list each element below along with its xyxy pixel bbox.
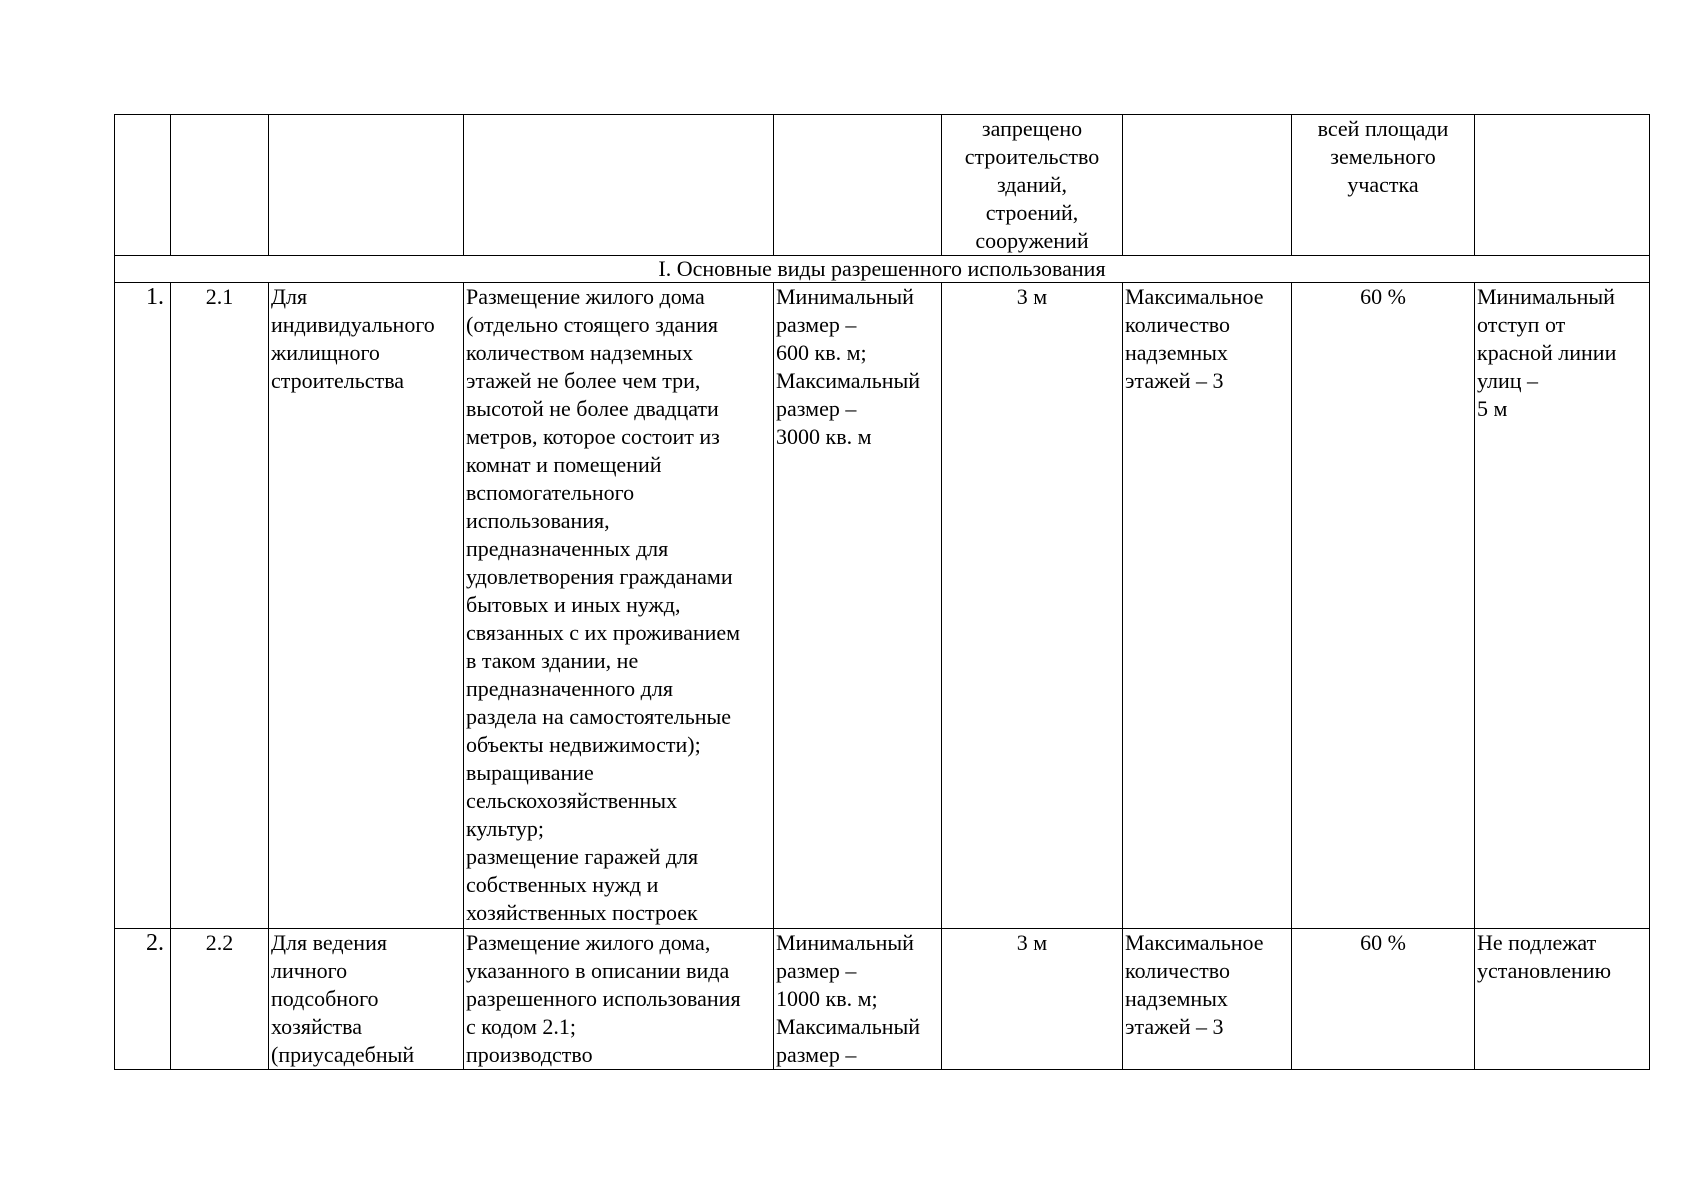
- row-number-cell: [115, 283, 171, 929]
- plot-size: Минимальный размер – 600 кв. м; Максимальный размер – 3000 кв. м: [774, 283, 942, 929]
- row-number-cell: [115, 929, 171, 1070]
- header-cell-description: [464, 115, 774, 256]
- header-cell-number: [115, 115, 171, 256]
- section-title: I. Основные виды разрешенного использования: [115, 256, 1650, 283]
- use-description: Размещение жилого дома (отдельно стоящего здания количеством надземных этажей не более чем три, высотой не более двадцати метров, которое состоит из комнат и помещений вспомогательного использования, предназначенных для удовлетворения гражданами бытовых и иных нужд, связанных с их проживанием в таком здании, не предназначенного для раздела на самостоятельные объекты недвижимости); выращивание сельскохозяйственных культур; размещение гаражей для собственных нужд и хозяйственных построек: [464, 283, 774, 929]
- min-setback: 3 м: [942, 283, 1123, 929]
- table-row: [115, 929, 1650, 1070]
- min-setback: 3 м: [942, 929, 1123, 1070]
- row-number: 2.: [146, 930, 164, 956]
- header-cell-setback: запрещено строительство зданий, строений, сооружений: [942, 115, 1123, 256]
- max-coverage: 60 %: [1292, 929, 1475, 1070]
- header-cell-floors: [1123, 115, 1292, 256]
- use-name: Для индивидуального жилищного строительства: [269, 283, 464, 929]
- use-code: 2.1: [171, 283, 269, 929]
- row-number: 1.: [146, 284, 164, 310]
- header-cell-plot-size: [774, 115, 942, 256]
- use-description: Размещение жилого дома, указанного в описании вида разрешенного использования с кодом 2.1; производство: [464, 929, 774, 1070]
- header-cell-coverage: всей площади земельного участка: [1292, 115, 1475, 256]
- table-header-continuation-row: [115, 115, 1650, 256]
- section-heading-row: [115, 256, 1650, 283]
- land-use-table: [114, 114, 1650, 1070]
- use-code: 2.2: [171, 929, 269, 1070]
- plot-size: Минимальный размер – 1000 кв. м; Максимальный размер –: [774, 929, 942, 1070]
- use-name: Для ведения личного подсобного хозяйства (приусадебный: [269, 929, 464, 1070]
- max-floors: Максимальное количество надземных этажей – 3: [1123, 283, 1292, 929]
- max-floors: Максимальное количество надземных этажей – 3: [1123, 929, 1292, 1070]
- header-cell-name: [269, 115, 464, 256]
- max-coverage: 60 %: [1292, 283, 1475, 929]
- other-params: Минимальный отступ от красной линии улиц – 5 м: [1475, 283, 1650, 929]
- header-cell-code: [171, 115, 269, 256]
- other-params: Не подлежат установлению: [1475, 929, 1650, 1070]
- table-row: [115, 283, 1650, 929]
- header-cell-other: [1475, 115, 1650, 256]
